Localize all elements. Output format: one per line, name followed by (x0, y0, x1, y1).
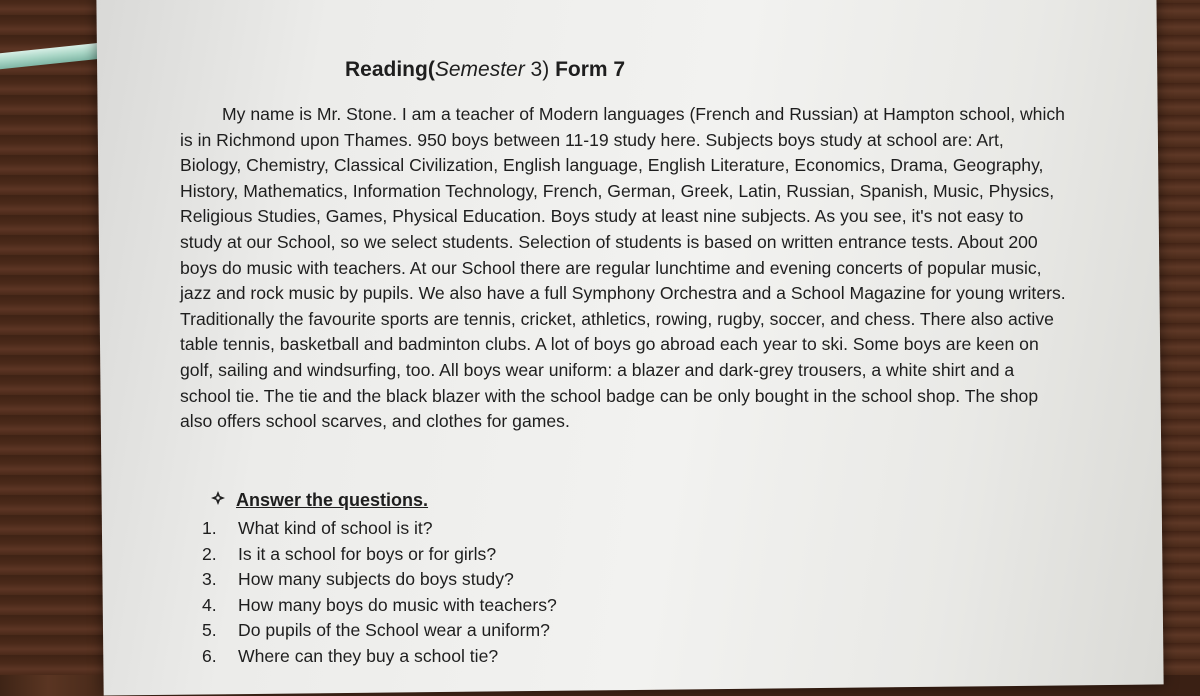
passage-line: golf, sailing and windsurfing, too. All boys wear uniform: a blazer and dark-grey trousers, a white shirt and a (180, 359, 1015, 380)
question-item (202, 644, 557, 670)
four-diamond-bullet-icon (210, 490, 236, 511)
passage-line: jazz and rock music by pupils. We also have a full Symphony Orchestra and a School Magazine for young writers. (180, 283, 1066, 304)
question-list (202, 516, 557, 669)
question-number: 5. (202, 620, 217, 640)
question-item (202, 618, 557, 644)
page-title (345, 58, 625, 82)
question-item (202, 593, 557, 619)
passage-line: My name is Mr. Stone. I am a teacher of Modern languages (French and Russian) at Hampton school, which (222, 104, 1065, 124)
question-item (202, 516, 557, 542)
question-text: Where can they buy a school tie? (238, 645, 499, 666)
question-item (202, 567, 557, 593)
title-reading: Reading( (345, 58, 435, 81)
questions-heading-text: Answer the questions. (236, 490, 429, 510)
question-number: 3. (202, 569, 217, 589)
question-number: 4. (202, 594, 217, 615)
question-number: 2. (202, 543, 217, 564)
passage-line: Traditionally the favourite sports are tennis, cricket, athletics, rowing, rugby, soccer, and chess. There also active (180, 308, 1054, 329)
passage-line: study at our School, so we select students. Selection of students is based on written entrance tests. About 200 (180, 231, 1038, 252)
title-semester-number: 3) (524, 58, 550, 81)
passage-line: Biology, Chemistry, Classical Civilization, English language, English Literature, Economics, Drama, Geography, (180, 155, 1044, 176)
passage-line: also offers school scarves, and clothes for games. (180, 411, 570, 432)
question-text: What kind of school is it? (238, 518, 433, 538)
passage-line: Religious Studies, Games, Physical Education. Boys study at least nine subjects. As you see, it's not easy to (180, 206, 1024, 227)
question-number: 6. (202, 645, 217, 666)
question-item (202, 542, 557, 568)
question-text: How many subjects do boys study? (238, 569, 514, 589)
question-text: How many boys do music with teachers? (238, 594, 557, 615)
title-semester: Semester (434, 58, 525, 81)
passage-line: boys do music with teachers. At our School there are regular lunchtime and evening concerts of popular music, (180, 257, 1042, 278)
passage-line: school tie. The tie and the black blazer with the school badge can be only bought in the school shop. The shop (180, 385, 1039, 406)
passage-line: table tennis, basketball and badminton clubs. A lot of boys go abroad each year to ski. Some boys are keen on (180, 334, 1039, 355)
question-text: Is it a school for boys or for girls? (238, 543, 497, 564)
questions-heading (210, 490, 428, 511)
passage-line: History, Mathematics, Information Technology, French, German, Greek, Latin, Russian, Spanish, Music, Physics, (180, 180, 1055, 201)
title-form: Form 7 (549, 58, 626, 81)
question-number: 1. (202, 518, 217, 538)
question-text: Do pupils of the School wear a uniform? (238, 620, 550, 640)
reading-passage (180, 102, 1066, 435)
passage-line: is in Richmond upon Thames. 950 boys between 11-19 study here. Subjects boys study at school are: Art, (180, 129, 1004, 150)
wooden-table-left (0, 0, 110, 675)
